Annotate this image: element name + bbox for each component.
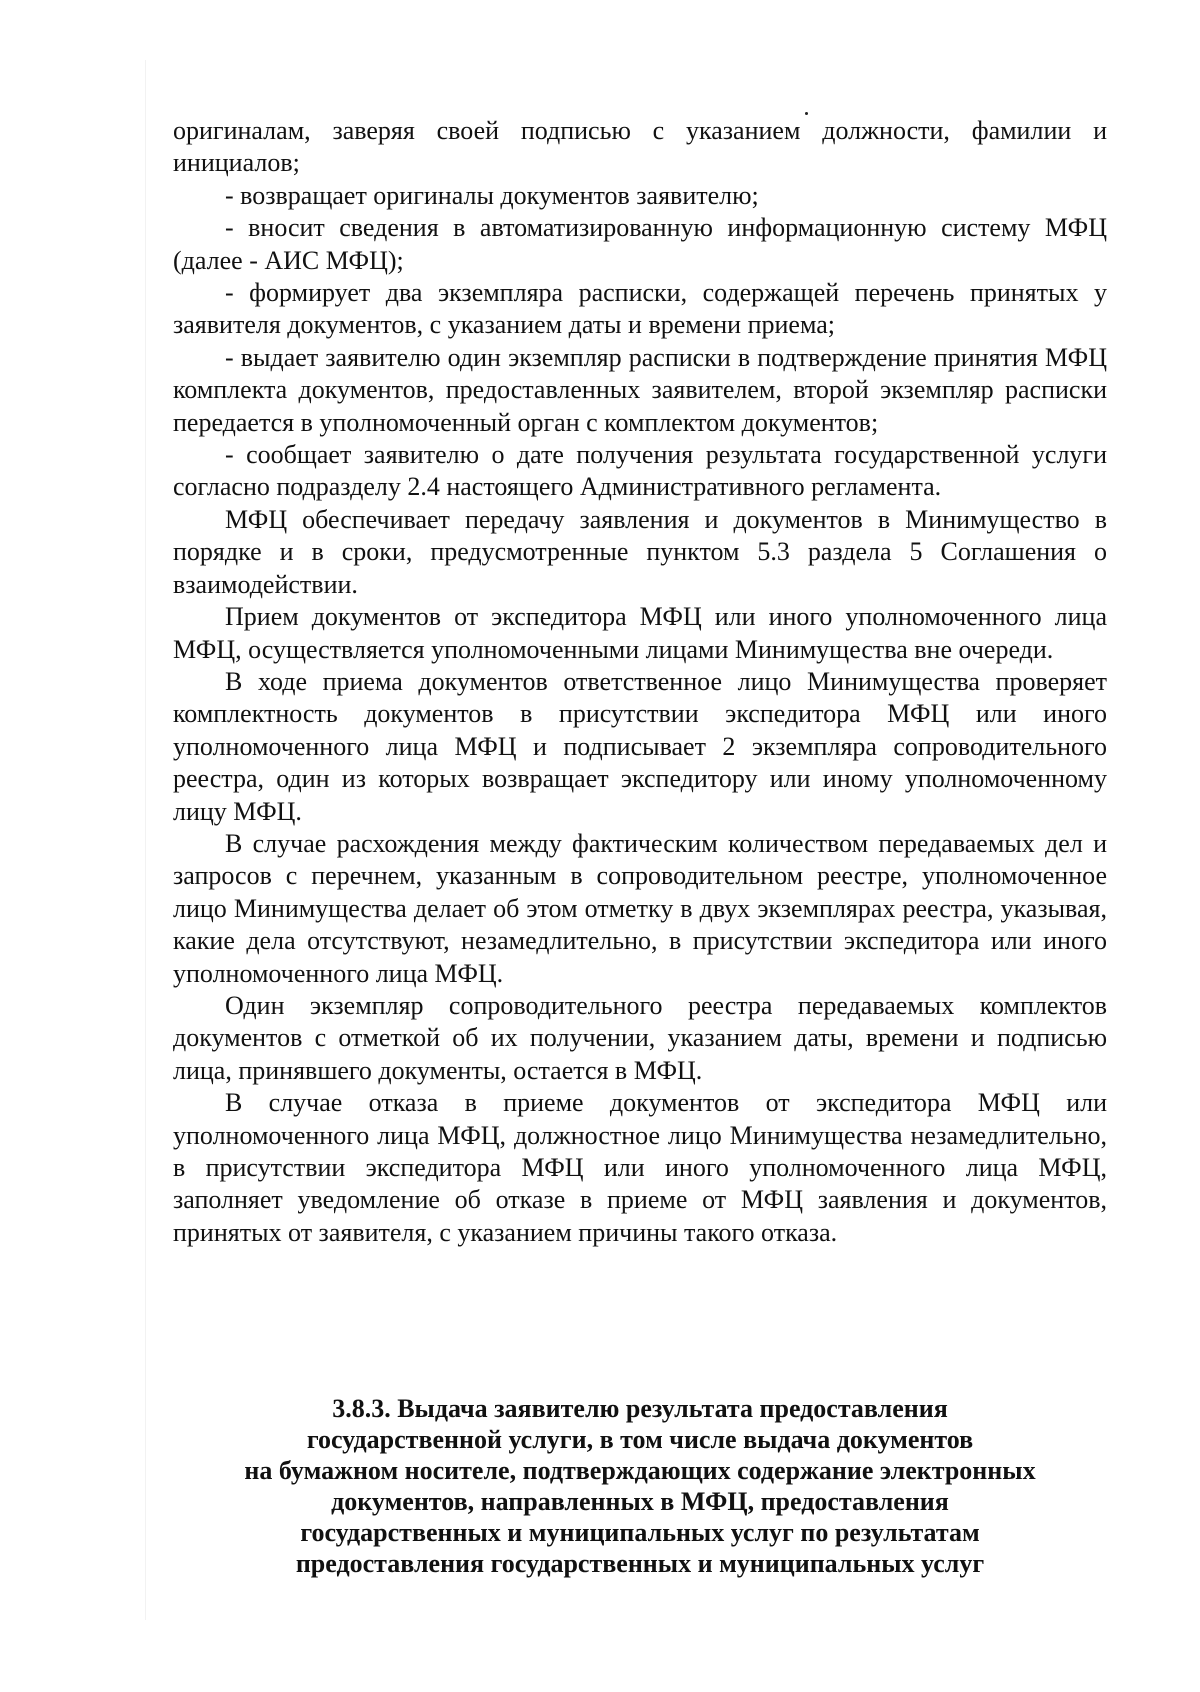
paragraph-refusal: В случае отказа в приеме документов от экспедитора МФЦ или уполномоченного лица МФЦ, должностное лицо Минимущества незамедлительно, в присутствии экспедитора МФЦ или иного уполномоченного лица МФЦ, заполняет уведомление об отказе в приеме от МФЦ заявления и документов, принятых от заявителя, с указанием причины такого отказа. (173, 1088, 1107, 1247)
heading-line: предоставления государственных и муниципальных услуг (295, 1549, 985, 1578)
heading-line: документов, направленных в МФЦ, предоставления (331, 1487, 949, 1516)
paragraph-reception: Прием документов от экспедитора МФЦ или иного уполномоченного лица МФЦ, осуществляется уполномоченными лицами Минимущества вне очереди. (173, 602, 1107, 664)
paragraph-transfer: МФЦ обеспечивает передачу заявления и документов в Минимущество в порядке и в сроки, предусмотренные пунктом 5.3 раздела 5 Соглашения о взаимодействии. (173, 504, 1107, 599)
paragraph-issue-receipt: - выдает заявителю один экземпляр расписки в подтверждение принятия МФЦ комплекта документов, предоставленных заявителем, второй экземпляр расписки передается в уполномоченный орган с комплектом документов; (173, 342, 1107, 437)
paragraph-enter-ais: - вносит сведения в автоматизированную информационную систему МФЦ (далее - АИС МФЦ); (173, 213, 1107, 275)
paragraph-check-completeness: В ходе приема документов ответственное лицо Минимущества проверяет комплектность документов в присутствии экспедитора МФЦ или иного уполномоченного лица МФЦ и подписывает 2 экземпляра сопроводительного реестра, один из которых возвращает экспедитору или иному уполномоченному лицу МФЦ. (173, 666, 1107, 826)
heading-line: государственных и муниципальных услуг по результатам (300, 1518, 980, 1547)
heading-line: государственной услуги, в том числе выдача документов (306, 1425, 974, 1454)
paragraph-inform-date: - сообщает заявителю о дате получения результата государственной услуги согласно подразделу 2.4 настоящего Административного регламента. (173, 440, 1107, 502)
paragraph-discrepancy: В случае расхождения между фактическим количеством передаваемых дел и запросов с перечнем, указанным в сопроводительном реестре, уполномоченное лицо Минимущества делает об этом отметку в двух экземплярах реестра, указывая, какие дела отсутствуют, незамедлительно, в присутствии экспедитора или иного уполномоченного лица МФЦ. (173, 828, 1107, 988)
paragraph-return-originals: - возвращает оригиналы документов заявителю; (225, 180, 759, 210)
paragraph-continuation: оригиналам, заверяя своей подписью с указанием должности, фамилии и инициалов; (173, 116, 1107, 178)
heading-line: 3.8.3. Выдача заявителю результата предоставления (332, 1394, 948, 1423)
scan-margin-line (145, 60, 146, 1620)
section-heading-3-8-3 (173, 1393, 1107, 1579)
body-text (173, 115, 1107, 1249)
heading-line: на бумажном носителе, подтверждающих содержание электронных (244, 1456, 1036, 1485)
paragraph-registry-copy: Один экземпляр сопроводительного реестра передаваемых комплектов документов с отметкой об их получении, указанием даты, времени и подписью лица, принявшего документы, остается в МФЦ. (173, 990, 1107, 1085)
paragraph-form-receipt: - формирует два экземпляра расписки, содержащей перечень принятых у заявителя документов, с указанием даты и времени приема; (173, 278, 1107, 340)
